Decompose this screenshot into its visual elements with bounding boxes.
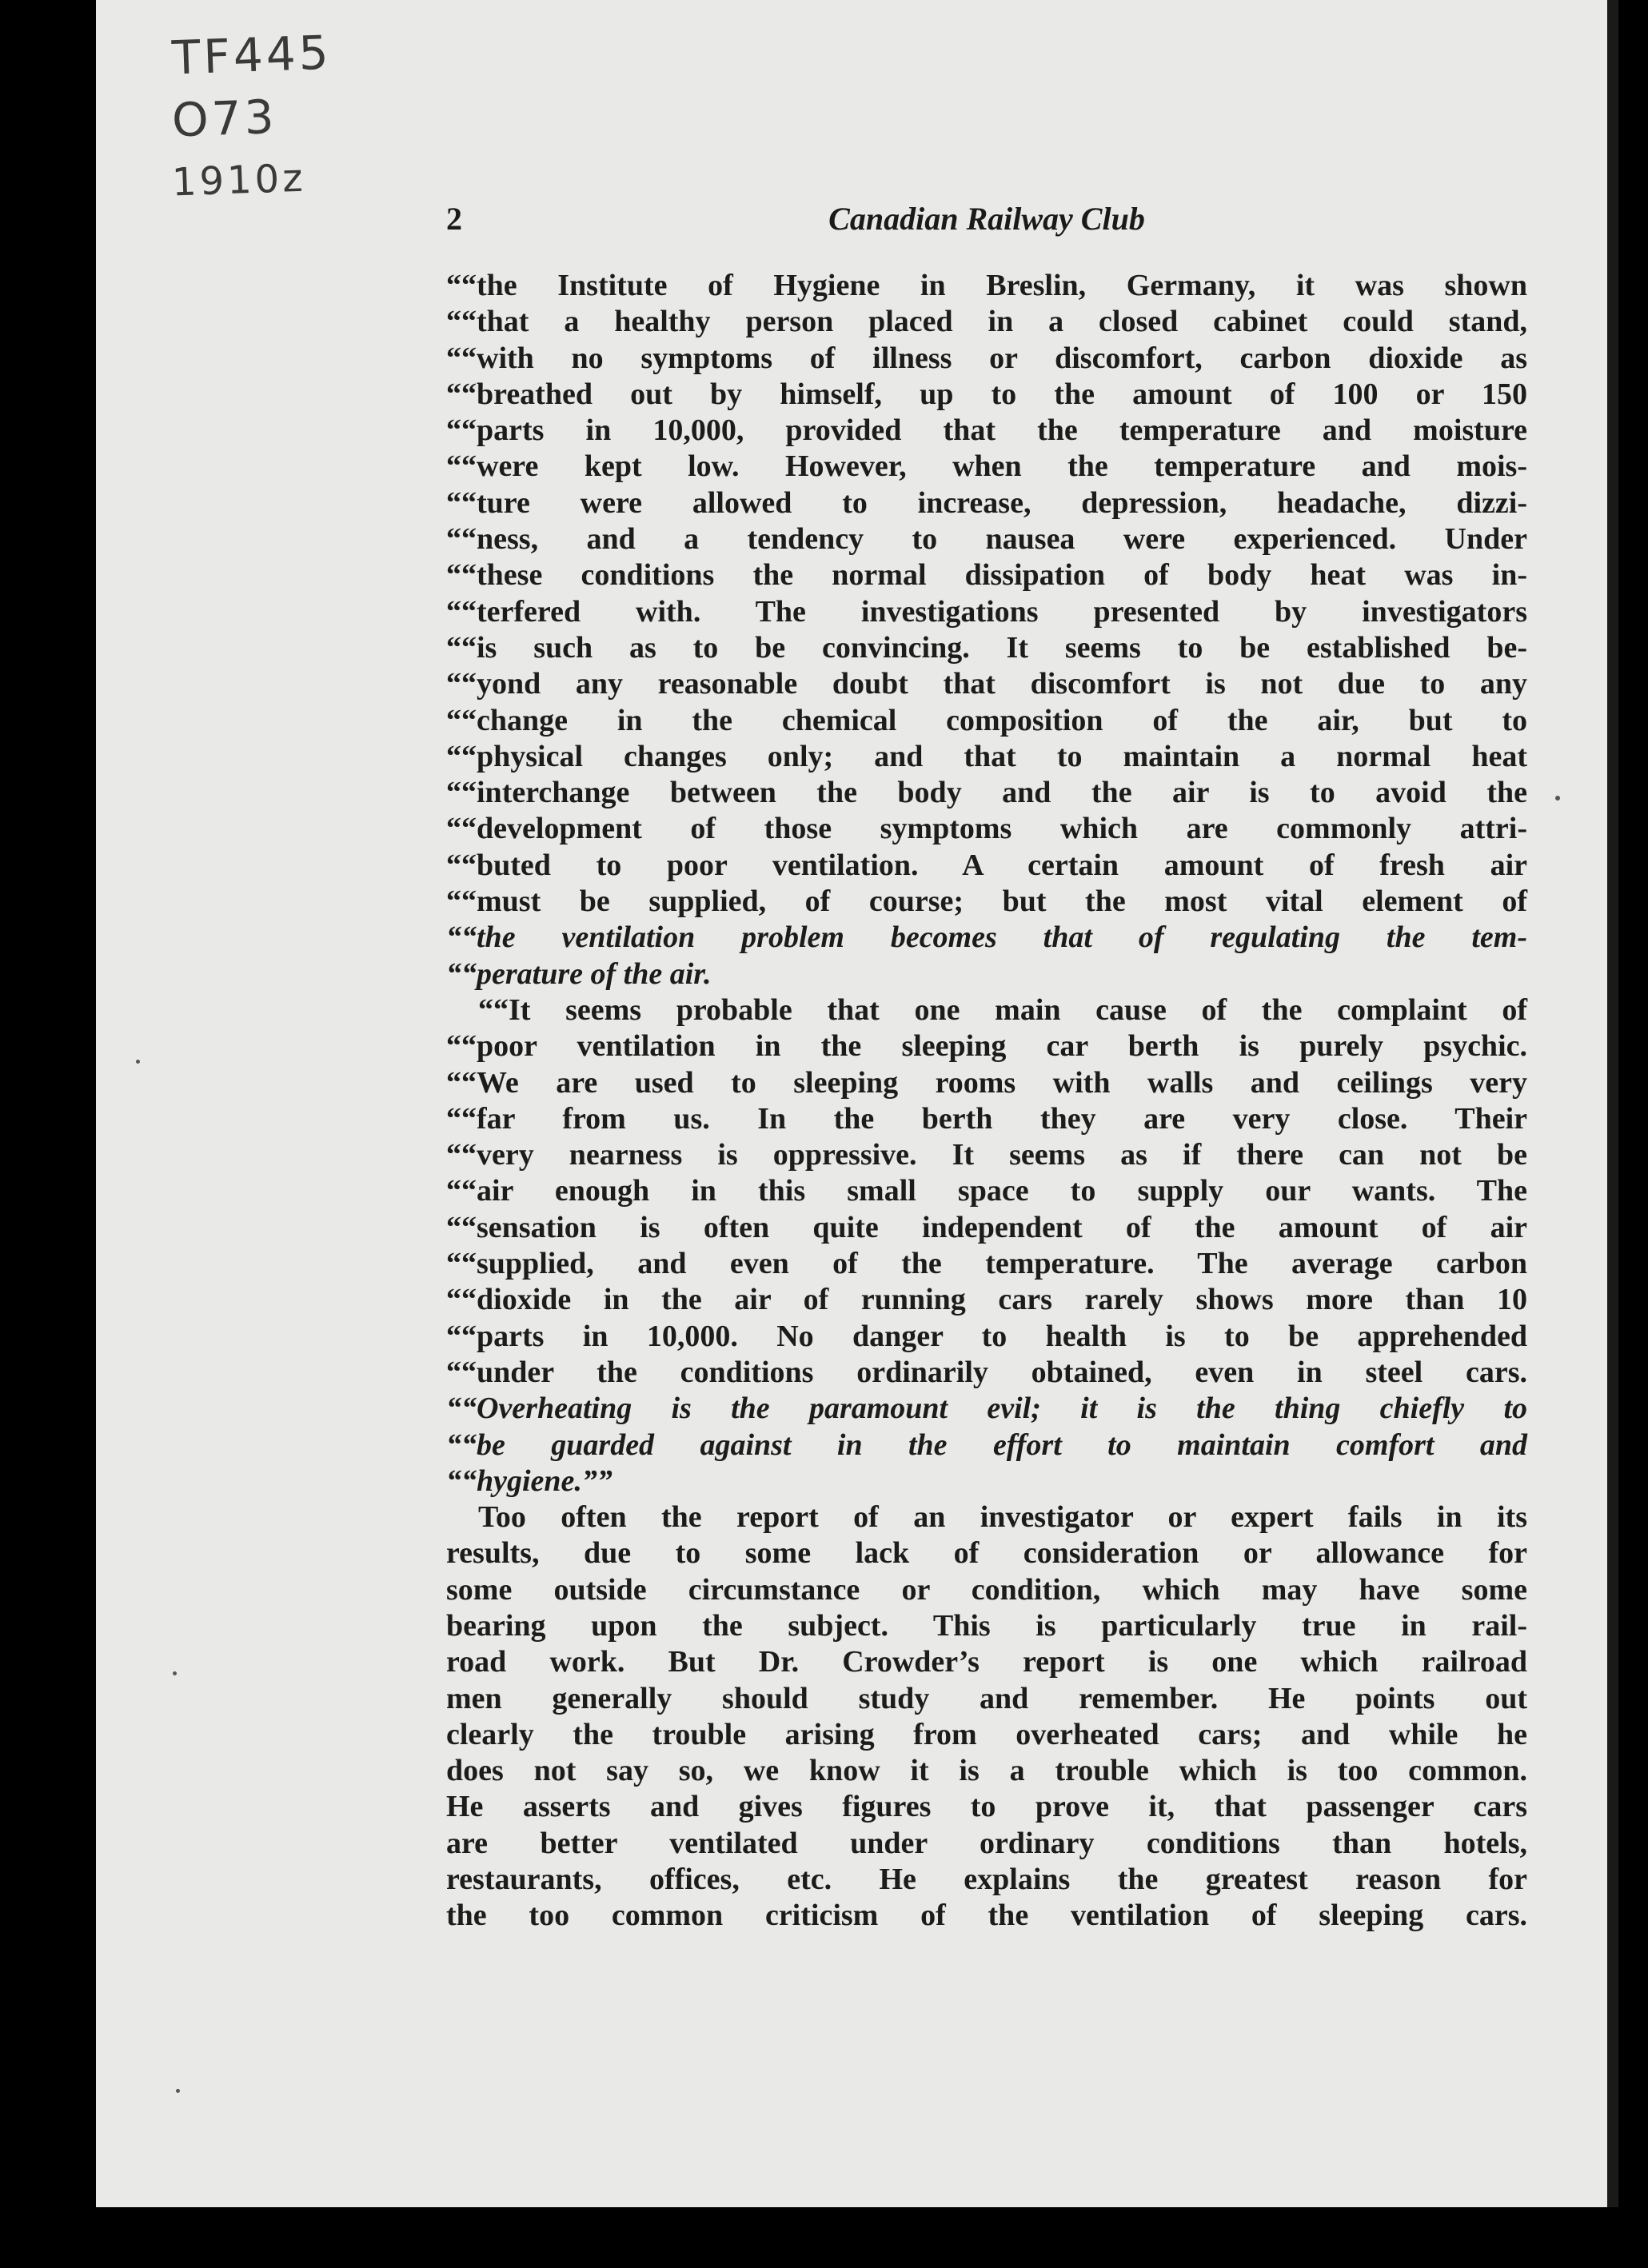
- text-line: ““buted to poor ventilation. A certain amount of fresh air: [446, 848, 1527, 882]
- text-line: ““change in the chemical composition of the air, but to: [446, 703, 1527, 737]
- call-number-line: O73: [170, 89, 278, 148]
- text-line: ““parts in 10,000, provided that the temperature and moisture: [446, 413, 1527, 448]
- paragraph: [446, 268, 1527, 992]
- text-line: ““yond any reasonable doubt that discomfort is not due to any: [446, 667, 1527, 701]
- text-line: some outside circumstance or condition, which may have some: [446, 1572, 1527, 1607]
- text-line: ““be guarded against in the effort to maintain comfort and: [446, 1427, 1527, 1462]
- text-line: ““We are used to sleeping rooms with walls and ceilings very: [446, 1065, 1527, 1100]
- text-line: ““ture were allowed to increase, depression, headache, dizzi-: [446, 485, 1527, 520]
- text-line: restaurants, offices, etc. He explains the greatest reason for: [446, 1863, 1527, 1897]
- text-line: ““poor ventilation in the sleeping car berth is purely psychic.: [446, 1029, 1527, 1064]
- text-line: ““It seems probable that one main cause of the complaint of: [478, 992, 1527, 1027]
- text-line: ““is such as to be convincing. It seems to be established be-: [446, 630, 1527, 665]
- page-number: 2: [446, 201, 462, 237]
- text-line: ““must be supplied, of course; but the most vital element of: [446, 884, 1527, 919]
- text-line: clearly the trouble arising from overheated cars; and while he: [446, 1717, 1527, 1751]
- text-line: ““with no symptoms of illness or discomfort, carbon dioxide as: [446, 341, 1527, 375]
- text-line: ““the Institute of Hygiene in Breslin, Germany, it was shown: [446, 269, 1527, 302]
- handwritten-call-number: [172, 24, 332, 211]
- text-line: ““very nearness is oppressive. It seems as if there can not be: [446, 1138, 1527, 1172]
- dust-speck: [136, 1060, 140, 1064]
- text-line: road work. But Dr. Crowder’s report is one which railroad: [446, 1645, 1527, 1679]
- text-line: ““breathed out by himself, up to the amount of 100 or 150: [446, 377, 1527, 411]
- book-page: [96, 0, 1618, 2207]
- text-line: ““hygiene.””: [446, 1463, 613, 1498]
- dust-speck: [173, 1671, 177, 1675]
- text-line: men generally should study and remember. He points out: [446, 1681, 1527, 1715]
- text-line: ““Overheating is the paramount evil; it is the thing chiefly to: [446, 1392, 1527, 1426]
- text-line: ““development of those symptoms which are commonly attri-: [446, 812, 1527, 846]
- text-line: are better ventilated under ordinary conditions than hotels,: [446, 1826, 1527, 1860]
- binding-edge: [1610, 32, 1613, 2175]
- text-line: ““the ventilation problem becomes that of regulating the tem-: [446, 920, 1527, 955]
- text-line: ““parts in 10,000. No danger to health is to be apprehended: [446, 1319, 1527, 1353]
- body-text: [446, 268, 1527, 1935]
- text-line: Too often the report of an investigator or expert fails in its: [478, 1500, 1527, 1535]
- text-line: results, due to some lack of consideration or allowance for: [446, 1536, 1527, 1571]
- text-line: ““terfered with. The investigations presented by investigators: [446, 594, 1527, 629]
- text-line: ““air enough in this small space to supply our wants. The: [446, 1174, 1527, 1208]
- text-line: ““that a healthy person placed in a closed cabinet could stand,: [446, 305, 1527, 339]
- page-header: [446, 200, 1527, 242]
- text-line: ““sensation is often quite independent of the amount of air: [446, 1210, 1527, 1244]
- running-title: Canadian Railway Club: [828, 201, 1145, 237]
- paragraph: [446, 992, 1527, 1499]
- dust-speck: [1555, 796, 1560, 801]
- text-line: ““physical changes only; and that to maintain a normal heat: [446, 739, 1527, 773]
- text-line: ““under the conditions ordinarily obtained, even in steel cars.: [446, 1355, 1527, 1389]
- text-line: ““dioxide in the air of running cars rarely shows more than 10: [446, 1283, 1527, 1317]
- dust-speck: [176, 2089, 180, 2093]
- call-number-line: TF445: [170, 25, 333, 86]
- text-line: ““these conditions the normal dissipation of body heat was in-: [446, 558, 1527, 593]
- text-line: ““perature of the air.: [446, 956, 712, 991]
- text-line: ““supplied, and even of the temperature. The average carbon: [446, 1247, 1527, 1281]
- paragraph: [446, 1499, 1527, 1935]
- call-number-line: 1910z: [171, 155, 307, 206]
- text-line: the too common criticism of the ventilation of sleeping cars.: [446, 1899, 1527, 1933]
- text-line: ““were kept low. However, when the temperature and mois-: [446, 449, 1527, 484]
- text-line: ““interchange between the body and the air is to avoid the: [446, 776, 1527, 810]
- text-line: ““ness, and a tendency to nausea were experienced. Under: [446, 522, 1527, 557]
- text-line: does not say so, we know it is a trouble which is too common.: [446, 1754, 1527, 1788]
- text-line: He asserts and gives figures to prove it, that passenger cars: [446, 1790, 1527, 1824]
- text-line: ““far from us. In the berth they are very close. Their: [446, 1101, 1527, 1136]
- text-line: bearing upon the subject. This is particularly true in rail-: [446, 1608, 1527, 1643]
